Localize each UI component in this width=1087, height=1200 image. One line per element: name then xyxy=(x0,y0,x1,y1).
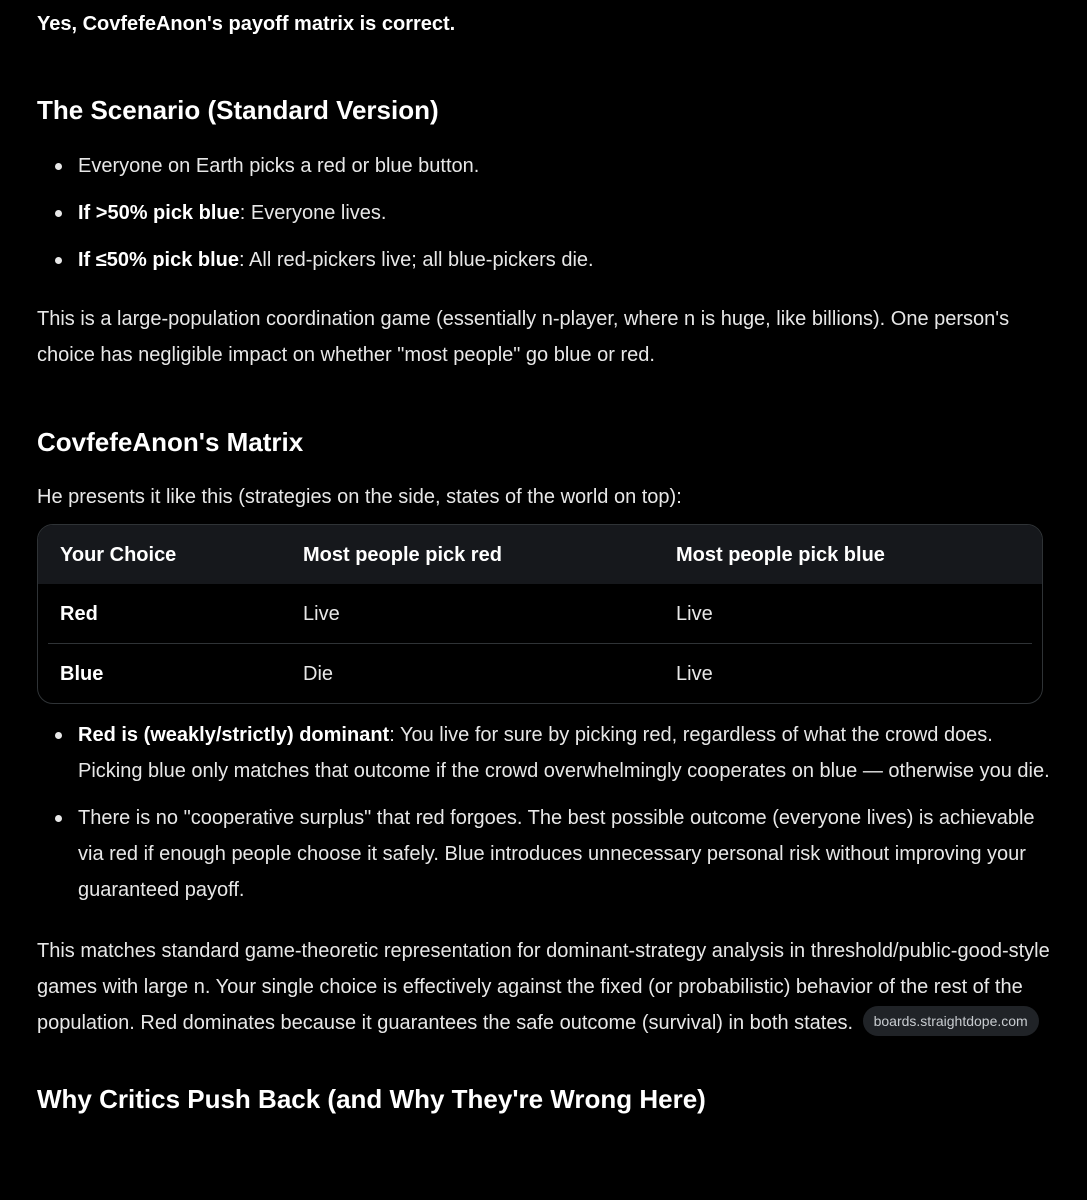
list-item-bold: If >50% pick blue xyxy=(78,202,240,224)
list-item-text: : You live for sure by picking red, regardless of what the crowd does. Picking blue only matches that outcome if the crowd overwhelmingly cooperates on blue — otherwise you die. xyxy=(78,724,1050,782)
heading-scenario: The Scenario (Standard Version) xyxy=(37,95,439,125)
column-header: Your Choice xyxy=(60,543,177,566)
table-row xyxy=(38,584,1042,643)
list-item-text: : All red-pickers live; all blue-pickers die. xyxy=(239,249,594,271)
list-item xyxy=(78,242,1050,278)
table-cell: Live xyxy=(303,602,340,625)
heading-matrix: CovfefeAnon's Matrix xyxy=(37,427,304,457)
table-cell: Live xyxy=(676,602,713,625)
column-header: Most people pick red xyxy=(303,543,502,566)
dominance-list xyxy=(37,717,1050,908)
list-item-text: : Everyone lives. xyxy=(239,202,387,224)
list-item xyxy=(78,148,1050,184)
list-item xyxy=(78,195,1050,231)
table-header-row xyxy=(38,525,1042,584)
column-header: Most people pick blue xyxy=(676,543,885,566)
table-row xyxy=(38,644,1042,703)
table-cell: Live xyxy=(676,662,713,685)
table-cell: Red xyxy=(60,602,98,625)
heading-critics: Why Critics Push Back (and Why They're Wrong Here) xyxy=(37,1084,706,1114)
payoff-matrix-table xyxy=(37,524,1043,704)
scenario-paragraph: This is a large-population coordination game (essentially n-player, where n is huge, like billions). One person's choice has negligible impact on whether "most people" go blue or red. xyxy=(37,308,1010,366)
list-item-text: Everyone on Earth picks a red or blue button. xyxy=(78,155,480,177)
list-item xyxy=(78,800,1050,908)
table-cell: Die xyxy=(303,662,334,685)
source-citation-chip[interactable]: boards.straightdope.com xyxy=(863,1006,1039,1036)
list-item-bold: Red is (weakly/strictly) dominant xyxy=(78,724,390,746)
list-item-bold: If ≤50% pick blue xyxy=(78,249,240,271)
dominance-paragraph xyxy=(37,933,1050,1041)
answer-summary: Yes, CovfefeAnon's payoff matrix is correct. xyxy=(37,13,456,35)
matrix-intro: He presents it like this (strategies on the side, states of the world on top): xyxy=(37,486,682,508)
list-item-text: There is no "cooperative surplus" that red forgoes. The best possible outcome (everyone lives) is achievable via red if enough people choose it safely. Blue introduces unnecessary personal risk without improving your guaranteed payoff. xyxy=(78,807,1035,901)
table-cell: Blue xyxy=(60,662,104,685)
list-item xyxy=(78,717,1050,789)
scenario-list xyxy=(37,148,1050,278)
paragraph-text: This matches standard game-theoretic representation for dominant-strategy analysis in threshold/public-good-style games with large n. Your single choice is effectively against the fixed (or probabilistic) behavior of the rest of the population. Red dominates because it guarantees the safe outcome (survival) in both states. xyxy=(37,940,1050,1034)
